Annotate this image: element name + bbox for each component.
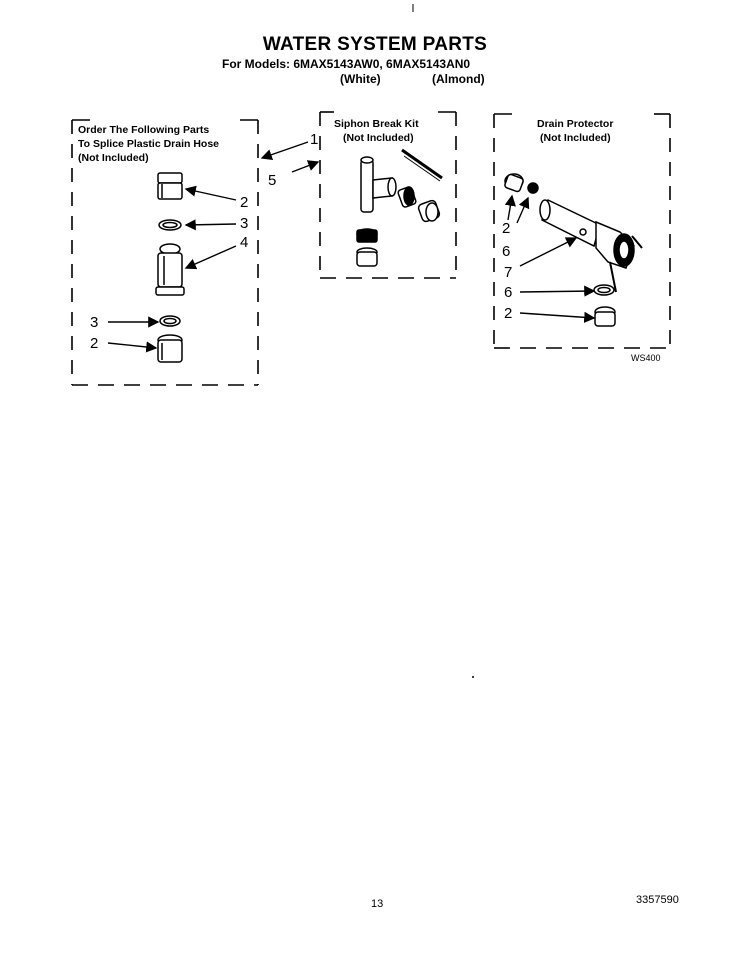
leader-right-2a	[508, 196, 512, 220]
callout-left-4: 4	[240, 234, 249, 251]
callout-right-2b: 2	[504, 305, 513, 322]
document-number: 3357590	[636, 894, 679, 906]
callout-right-2a: 2	[502, 220, 511, 237]
leader-left-2a	[186, 189, 236, 200]
page-title: WATER SYSTEM PARTS	[262, 34, 488, 55]
splice-panel-line2: To Splice Plastic Drain Hose	[78, 138, 220, 150]
callout-left-2a: 2	[240, 194, 249, 211]
callout-1: 1	[310, 131, 319, 148]
splice-parts	[156, 173, 184, 362]
callout-right-7: 7	[504, 264, 513, 281]
leader-left-3a	[186, 224, 236, 225]
splice-panel-line1: Order The Following Parts	[78, 124, 210, 136]
siphon-panel-line2: (Not Included)	[343, 132, 414, 144]
siphon-panel-line1: Siphon Break Kit	[334, 118, 419, 130]
leader-1	[262, 142, 308, 158]
siphon-kit-parts	[357, 150, 442, 266]
drain-protector-parts	[504, 174, 642, 326]
callout-right-6a: 6	[502, 243, 511, 260]
callout-left-2b: 2	[90, 335, 99, 352]
leader-left-2b	[108, 343, 156, 348]
callout-right-6b: 6	[504, 284, 513, 301]
leader-right-2b	[520, 313, 594, 318]
leader-right-6b	[520, 291, 594, 292]
color-white-label: (White)	[340, 72, 381, 86]
models-line: For Models: 6MAX5143AW0, 6MAX5143AN0	[222, 57, 471, 71]
page-number: 13	[371, 898, 384, 910]
drain-panel-line2: (Not Included)	[540, 132, 611, 144]
leader-5	[292, 162, 318, 172]
splice-panel-line3: (Not Included)	[78, 152, 149, 164]
leader-right-6a	[517, 198, 528, 223]
callout-left-3b: 3	[90, 314, 99, 331]
drain-panel-line1: Drain Protector	[537, 118, 614, 130]
leader-right-7	[520, 238, 576, 266]
diagram-code: WS400	[631, 353, 661, 363]
callout-left-3a: 3	[240, 215, 249, 232]
leader-left-4	[186, 246, 236, 268]
color-almond-label: (Almond)	[432, 72, 485, 86]
callout-5: 5	[268, 172, 277, 189]
